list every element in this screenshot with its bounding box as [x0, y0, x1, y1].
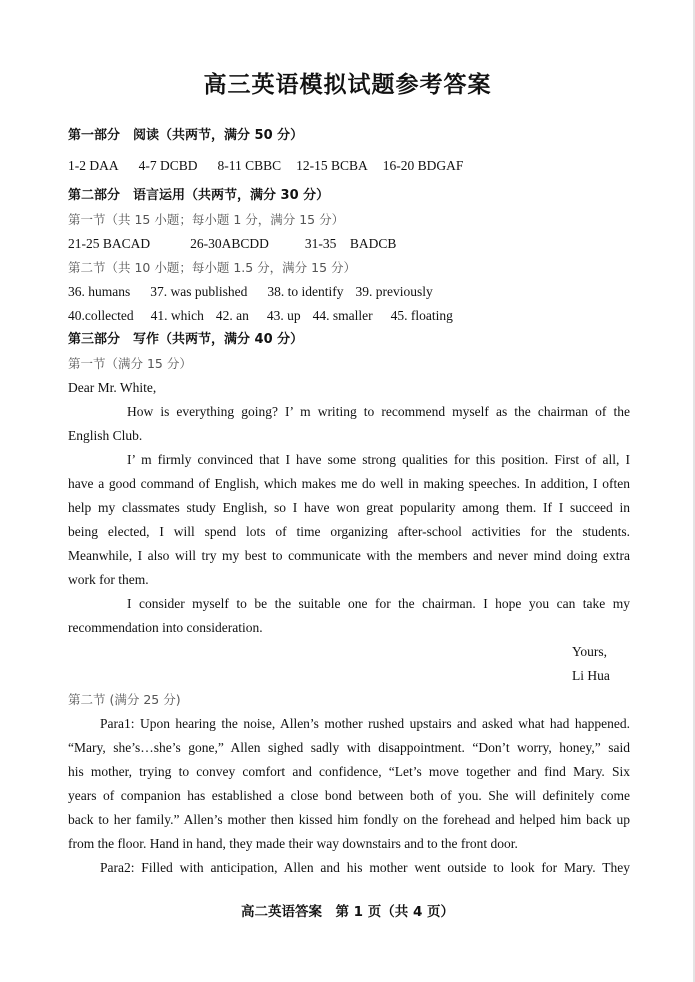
answer-item: 42. an — [215, 308, 249, 323]
letter-greeting: Dear Mr. White, — [68, 380, 157, 395]
part2-section2-heading: 第二节（共 10 小题；每小题 1.5 分，满分 15 分） — [68, 260, 357, 275]
letter-signature: Li Hua — [572, 668, 610, 683]
answer-group: 4-7 DCBD — [138, 158, 198, 173]
story-line: back to her family.” Allen’s mother then kissed him fondly on the forehead and helped him back up — [68, 812, 630, 827]
letter-line: recommendation into consideration. — [68, 620, 263, 635]
answer-item: 44. smaller — [312, 308, 373, 323]
answer-group: 8-11 CBBC — [217, 158, 282, 173]
part3-section2-heading: 第二节 (满分 25 分) — [68, 692, 181, 707]
answer-group: 31-35 BADCB — [304, 236, 397, 251]
page-footer: 高二英语答案 第 1 页（共 4 页） — [240, 904, 455, 920]
letter-line: Meanwhile, I also will try my best to communicate with the members and never mind doing extra — [68, 548, 630, 563]
answer-group: 26-30ABCDD — [190, 236, 269, 251]
answer-item: 45. floating — [390, 308, 453, 323]
story-line: “Mary, she’s…she’s gone,” Allen sighed sadly with disappointment. “Don’t worry, honey,” said — [68, 740, 630, 755]
part2-heading: 第二部分 语言运用（共两节，满分 30 分） — [68, 188, 330, 203]
letter-closing: Yours, — [572, 644, 608, 659]
part2-section2-row2 — [68, 304, 630, 328]
answer-group: 12-15 BCBA — [296, 158, 368, 173]
letter-line: have a good command of English, which makes me do well in making speeches. In addition, I often — [68, 476, 630, 491]
letter-line: I consider myself to be the suitable one for the chairman. I hope you can take my — [127, 596, 630, 611]
story-line: from the floor. Hand in hand, they made their way downstairs and to the front door. — [68, 836, 518, 851]
letter-line: being elected, I will spend lots of time organizing after-school activities for the students. — [68, 524, 630, 539]
answer-item: 39. previously — [355, 284, 433, 299]
answer-item: 36. humans — [68, 284, 131, 299]
letter-line: work for them. — [68, 572, 149, 587]
part3-heading: 第三部分 写作（共两节，满分 40 分） — [68, 332, 304, 347]
story-line: Para2: Filled with anticipation, Allen and his mother went outside to look for Mary. They — [100, 860, 630, 875]
answer-item: 40.collected — [68, 308, 134, 323]
document-body — [68, 124, 630, 880]
answer-item: 38. to identify — [267, 284, 344, 299]
part2-section2-row1 — [68, 280, 630, 304]
answer-item: 43. up — [266, 308, 301, 323]
answer-item: 37. was published — [150, 284, 248, 299]
answer-group: 1-2 DAA — [68, 158, 119, 173]
answer-item: 41. which — [150, 308, 204, 323]
part3-section1-heading: 第一节（满分 15 分） — [68, 356, 192, 371]
story-line: years of companion has established a close bond between both of you. She will definitely come — [68, 788, 630, 803]
story-line: his mother, trying to convey comfort and confidence, “Let’s move together and find Mary. Six — [68, 764, 630, 779]
answer-group: 16-20 BDGAF — [382, 158, 464, 173]
part1-heading: 第一部分 阅读（共两节，满分 50 分） — [68, 128, 304, 143]
letter-line: I’ m firmly convinced that I have some strong qualities for this position. First of all, I — [127, 452, 630, 467]
part1-answers — [68, 154, 630, 178]
part2-section1-heading: 第一节（共 15 小题；每小题 1 分，满分 15 分） — [68, 212, 345, 227]
answer-group: 21-25 BACAD — [68, 236, 151, 251]
story-line: Para1: Upon hearing the noise, Allen’s mother rushed upstairs and asked what had happened. — [100, 716, 630, 731]
letter-line: How is everything going? I’ m writing to recommend myself as the chairman of the — [127, 404, 630, 419]
letter-line: help my classmates study English, so I have won great popularity among them. If I succeed in — [68, 500, 630, 515]
part2-section1-answers — [68, 232, 630, 256]
letter-line: English Club. — [68, 428, 143, 443]
page-title: 高三英语模拟试题参考答案 — [203, 72, 492, 98]
